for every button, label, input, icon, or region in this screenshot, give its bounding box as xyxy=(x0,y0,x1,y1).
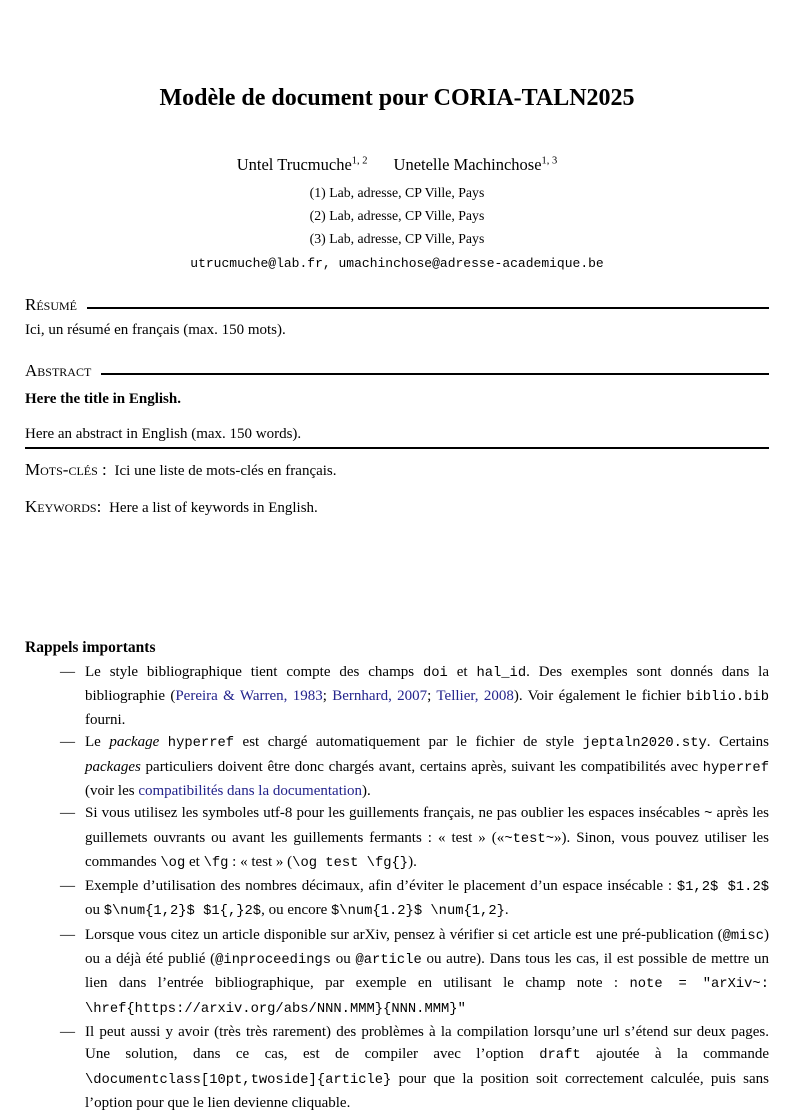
italic-text: package xyxy=(109,734,160,751)
body-text: Lorsque vous citez un article disponible sur arXiv, pensez à vérifier si cet article est une pré-publication ( xyxy=(85,926,723,943)
body-text: fourni. xyxy=(85,712,126,729)
body-text: , ou encore xyxy=(261,902,332,919)
code-text: doi xyxy=(422,665,448,681)
author-superscript: 1, 2 xyxy=(351,155,368,167)
citation-link[interactable]: Bernhard, 2007 xyxy=(332,687,428,704)
list-item xyxy=(60,661,769,732)
dash-bullet: — xyxy=(60,663,75,680)
code-text: \fg xyxy=(203,855,229,871)
list-item xyxy=(60,731,769,802)
motscles-text: Ici une liste de mots-clés en français. xyxy=(114,462,337,479)
code-text: @article xyxy=(355,953,422,969)
body-text: pour que la position soit correctement calculée, puis sans l’option pour que le lien devienne cliquable. xyxy=(85,1070,769,1111)
body-text: : « test » ( xyxy=(228,853,293,870)
abstract-text: Here an abstract in English (max. 150 words). xyxy=(25,426,302,442)
list-item xyxy=(60,1021,769,1112)
author-1 xyxy=(237,155,368,174)
abstract-bottom-rule xyxy=(25,447,769,449)
citation-link[interactable]: Pereira & Warren, 1983 xyxy=(175,687,323,704)
body-text: »). Sinon, vous pouvez utiliser les commandes xyxy=(85,829,769,870)
body-text: est chargé automatiquement par le fichier de style xyxy=(234,734,583,751)
reminders-heading: Rappels importants xyxy=(25,638,156,656)
body-text: ). xyxy=(362,782,371,799)
dash-bullet: — xyxy=(60,878,75,895)
body-text: ) ou a déjà été publié ( xyxy=(85,926,769,968)
body-text: et xyxy=(447,663,477,680)
body-text: ; xyxy=(322,687,333,704)
body-text: particuliers doivent être donc chargés avant, certains après, suivant les compatibilités avec xyxy=(140,758,703,775)
dash-bullet: — xyxy=(60,734,75,751)
paper-title: Modèle de document pour CORIA-TALN2025 xyxy=(159,85,635,111)
body-text: après les guillemets ouvrants ou avant les guillements fermants : « test » (« xyxy=(85,805,769,846)
body-text: . Des exemples sont donnés dans la bibliographie ( xyxy=(85,663,769,704)
code-text: note = "arXiv~: \href{https://arxiv.org/abs/NNN.MMM}{NNN.MMM}" xyxy=(85,977,769,1017)
body-text: ou xyxy=(85,902,104,919)
author-2 xyxy=(394,155,558,174)
code-text: $\num{1.2}$ \num{1,2} xyxy=(331,904,505,920)
body-text: ou xyxy=(331,951,356,968)
code-text: draft xyxy=(539,1048,581,1064)
body-text: ou autre). Dans tous les cas, il est possible de mettre un lien dans l’entrée bibliographique, par exemple en utilisant le champ note : xyxy=(85,951,769,992)
code-text: hal_id xyxy=(476,665,527,681)
keywords-line xyxy=(25,497,769,519)
body-text: Le xyxy=(85,734,110,751)
body-text: (voir les xyxy=(85,782,139,799)
author-superscript: 1, 3 xyxy=(541,155,558,167)
body-text: Il peut aussi y avoir (très très rarement) des problèmes à la compilation lorsqu’une url s’étend sur deux pages. Une solution, dans ce cas, est de compiler avec l’option xyxy=(85,1023,769,1063)
motscles-label: Mots-clés : xyxy=(25,459,107,479)
header-rule xyxy=(101,373,769,375)
code-text: $\num{1,2}$ $1{,}2$ xyxy=(103,904,262,920)
code-text: \og test \fg{} xyxy=(292,855,409,871)
code-text: hyperref xyxy=(702,760,769,776)
code-text: \og xyxy=(160,855,186,871)
body-text: . Certains xyxy=(706,734,769,751)
code-text: @inproceedings xyxy=(215,953,332,969)
resume-label: Résumé xyxy=(25,295,78,314)
code-text: ~test~ xyxy=(504,831,554,847)
code-text: @misc xyxy=(722,928,764,944)
dash-bullet: — xyxy=(60,926,75,943)
reminder-list xyxy=(25,661,769,1112)
affiliation-line: (3) Lab, adresse, CP Ville, Pays xyxy=(309,231,485,246)
resume-text: Ici, un résumé en français (max. 150 mots). xyxy=(25,322,286,338)
code-text: hyperref xyxy=(167,736,235,752)
email-line: utrucmuche@lab.fr, umachinchose@adresse-academique.be xyxy=(190,256,604,271)
author-line xyxy=(25,153,769,177)
body-text: ; xyxy=(427,687,437,704)
body-text: . xyxy=(504,902,509,919)
body-text: Si vous utilisez les symboles utf-8 pour les guillements français, ne pas oublier les espaces insécables xyxy=(85,805,705,822)
keywords-label: Keywords: xyxy=(25,496,102,516)
header-rule xyxy=(87,307,769,309)
body-text: ). Voir également le fichier xyxy=(513,687,687,704)
motscles-line xyxy=(25,460,769,482)
list-item xyxy=(60,875,770,924)
list-item xyxy=(60,802,769,875)
abstract-section-header xyxy=(25,361,769,381)
body-text: ajoutée à la commande xyxy=(580,1046,769,1063)
list-item xyxy=(60,924,769,1021)
resume-section-header xyxy=(25,295,769,315)
code-text: jeptaln2020.sty xyxy=(582,736,707,752)
body-text: Exemple d’utilisation des nombres décimaux, afin d’éviter le placement d’un espace insécable : xyxy=(85,878,677,895)
affiliation-block xyxy=(25,181,769,250)
affiliation-line: (1) Lab, adresse, CP Ville, Pays xyxy=(309,185,485,200)
italic-text: packages xyxy=(85,758,141,775)
author-name: Untel Trucmuche xyxy=(236,155,352,174)
citation-link[interactable]: Tellier, 2008 xyxy=(436,687,514,704)
code-text: ~ xyxy=(704,807,713,823)
author-name: Unetelle Machinchose xyxy=(393,155,542,174)
affiliation-line: (2) Lab, adresse, CP Ville, Pays xyxy=(309,208,485,223)
code-text: $1,2$ $1.2$ xyxy=(676,880,770,896)
body-text: et xyxy=(185,853,204,870)
dash-bullet: — xyxy=(60,805,75,822)
keywords-text: Here a list of keywords in English. xyxy=(109,499,318,516)
code-text: biblio.bib xyxy=(686,689,769,705)
english-title: Here the title in English. xyxy=(25,391,181,407)
body-text xyxy=(159,734,168,750)
hyperlink[interactable]: compatibilités dans la documentation xyxy=(138,782,363,799)
body-text: ). xyxy=(408,853,417,870)
body-text: Le style bibliographique tient compte des champs xyxy=(85,663,423,680)
code-text: \documentclass[10pt,twoside]{article} xyxy=(85,1072,392,1088)
dash-bullet: — xyxy=(60,1023,75,1040)
abstract-label: Abstract xyxy=(25,361,92,380)
